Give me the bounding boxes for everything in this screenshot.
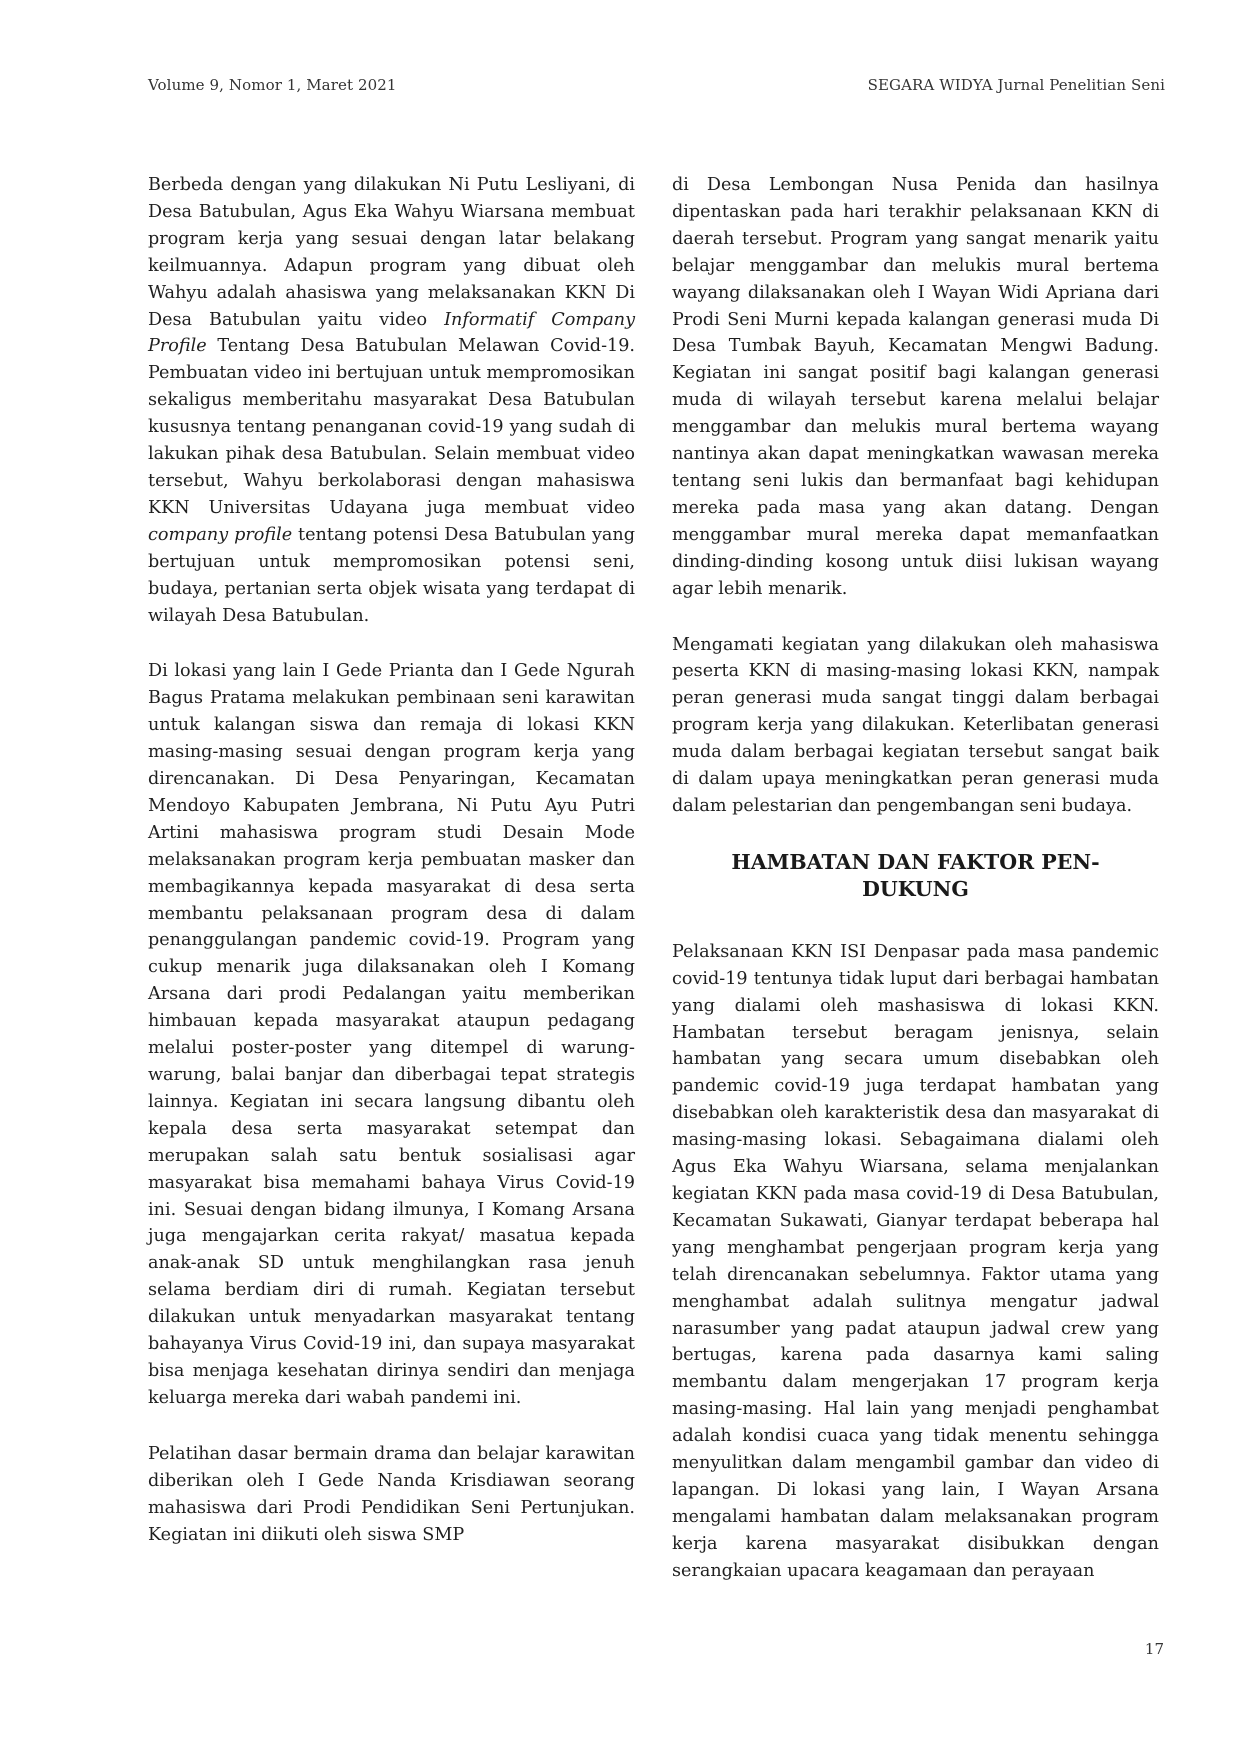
paragraph-hambatan: Pelaksanaan KKN ISI Denpasar pada masa pandemic covid-19 tentunya tidak luput dari berbagai hambatan yang dialami oleh mashasiswa di lokasi KKN. Hambatan tersebut beragam jenisnya, selain hambatan yang secara umum disebabkan oleh pandemic covid-19 juga terdapat hambatan yang disebabkan oleh karakteristik desa dan masyarakat di masing-masing lokasi. Sebagaimana dialami oleh Agus Eka Wahyu Wiarsana, selama menjalankan kegiatan KKN pada masa covid-19 di Desa Batubulan, Kecamatan Sukawati, Gianyar terdapat beberapa hal yang menghambat pengerjaan program kerja yang telah direncanakan sebelumnya. Faktor utama yang menghambat adalah sulitnya mengatur jadwal narasumber yang padat ataupun jadwal crew yang bertugas, karena pada dasarnya kami saling membantu dalam mengerjakan 17 program kerja masing-masing. Hal lain yang menjadi penghambat adalah kondisi cuaca yang tidak menentu sehingga menyulitkan dalam mengambil gambar dan video di lapangan. Di lokasi yang lain, I Wayan Arsana mengalami hambatan dalam melaksanakan program kerja karena masyarakat disibukkan dengan serangkaian upacara keagamaan dan perayaan [672,941,1159,1581]
paragraph-text: Berbeda dengan yang dilakukan Ni Putu Lesliyani, di Desa Batubulan, Agus Eka Wahyu Wiarsana membuat program kerja yang sesuai dengan latar belakang keilmuannya. Adapun program yang dibuat oleh Wahyu adalah ahasiswa yang melaksanakan KKN Di Desa Batubulan yaitu video [148,175,635,330]
paragraph-generasi-muda: Mengamati kegiatan yang dilakukan oleh mahasiswa peserta KKN di masing-masing lokasi KKN, nampak peran generasi muda sangat tinggi dalam berbagai program kerja yang dilakukan. Keterlibatan generasi muda dalam berbagai kegiatan tersebut sangat baik di dalam upaya meningkatkan peran generasi muda dalam pelestarian dan pengembangan seni budaya. [672,634,1159,816]
italic-term: company profile [148,524,293,545]
section-heading: HAMBATAN DAN FAKTOR PEN-DUKUNG [731,849,1100,901]
paragraph-text: tentang potensi Desa Batubulan yang bertujuan untuk mempromosikan potensi seni, budaya, pertanian serta objek wisata yang terdapat di wilayah Desa Batubulan. [148,524,635,626]
page-number: 17 [1144,1640,1164,1658]
paragraph-karawitan-program: Di lokasi yang lain I Gede Prianta dan I Gede Ngurah Bagus Pratama melakukan pembinaan seni karawitan untuk kalangan siswa dan remaja di lokasi KKN masing-masing sesuai dengan program kerja yang direncanakan. Di Desa Penyaringan, Kecamatan Mendoyo Kabupaten Jembrana, Ni Putu Ayu Putri Artini mahasiswa program studi Desain Mode melaksanakan program kerja pembuatan masker dan membagikannya kepada masyarakat di desa serta membantu pelaksanaan program desa di dalam penanggulangan pandemic covid-19. Program yang cukup menarik juga dilaksanakan oleh I Komang Arsana dari prodi Pedalangan yaitu memberikan himbauan kepada masyarakat ataupun pedagang melalui poster-poster yang ditempel di warung-warung, balai banjar dan diberbagai tepat strategis lainnya. Kegiatan ini secara langsung dibantu oleh kepala desa serta masyarakat setempat dan merupakan salah satu bentuk sosialisasi agar masyarakat bisa memahami bahaya Virus Covid-19 ini. Sesuai dengan bidang ilmunya, I Komang Arsana juga mengajarkan cerita rakyat/ masatua kepada anak-anak SD untuk menghilangkan rasa jenuh selama berdiam diri di rumah. Kegiatan tersebut dilakukan untuk menyadarkan masyarakat tentang bahayanya Virus Covid-19 ini, dan supaya masyarakat bisa menjaga kesehatan dirinya sendiri dan menjaga keluarga mereka dari wabah pandemi ini. [148,661,635,1408]
paragraph-text: Tentang Desa Batubulan Melawan Covid-19. Pembuatan video ini bertujuan untuk mempromosikan sekaligus memberitahu masyarakat Desa Batubulan kususnya tentang penanganan covid-19 yang sudah di lakukan pihak desa Batubulan. Selain membuat video tersebut, Wahyu berkolaborasi dengan mahasiswa KKN Universitas Udayana juga membuat video [148,336,635,518]
running-head-volume: Volume 9, Nomor 1, Maret 2021 [148,76,397,94]
running-head-journal: SEGARA WIDYA Jurnal Penelitian Seni [867,76,1165,94]
paragraph-drama-training: Pelatihan dasar bermain drama dan belajar karawitan diberikan oleh I Gede Nanda Krisdiawan seorang mahasiswa dari Prodi Pendidikan Seni Pertunjukan. Kegiatan ini diikuti oleh siswa SMP [148,1443,635,1545]
right-column [672,172,1159,1614]
left-column [148,172,635,1577]
italic-term: Informatif Company Profile [148,309,636,357]
paragraph-lembongan-mural: di Desa Lembongan Nusa Penida dan hasilnya dipentaskan pada hari terakhir pelaksanaan KKN di daerah tersebut. Program yang sangat menarik yaitu belajar menggambar dan melukis mural bertema wayang dilaksanakan oleh I Wayan Widi Apriana dari Prodi Seni Murni kepada kalangan generasi muda Di Desa Tumbak Bayuh, Kecamatan Mengwi Badung. Kegiatan ini sangat positif bagi kalangan generasi muda di wilayah tersebut karena melalui belajar menggambar dan melukis mural bertema wayang nantinya akan dapat meningkatkan wawasan mereka tentang seni lukis dan bermanfaat bagi kehidupan mereka pada masa yang akan datang. Dengan menggambar mural mereka dapat memanfaatkan dinding-dinding kosong untuk diisi lukisan wayang agar lebih menarik. [672,175,1159,599]
paragraph-batubulan-video [148,172,635,629]
